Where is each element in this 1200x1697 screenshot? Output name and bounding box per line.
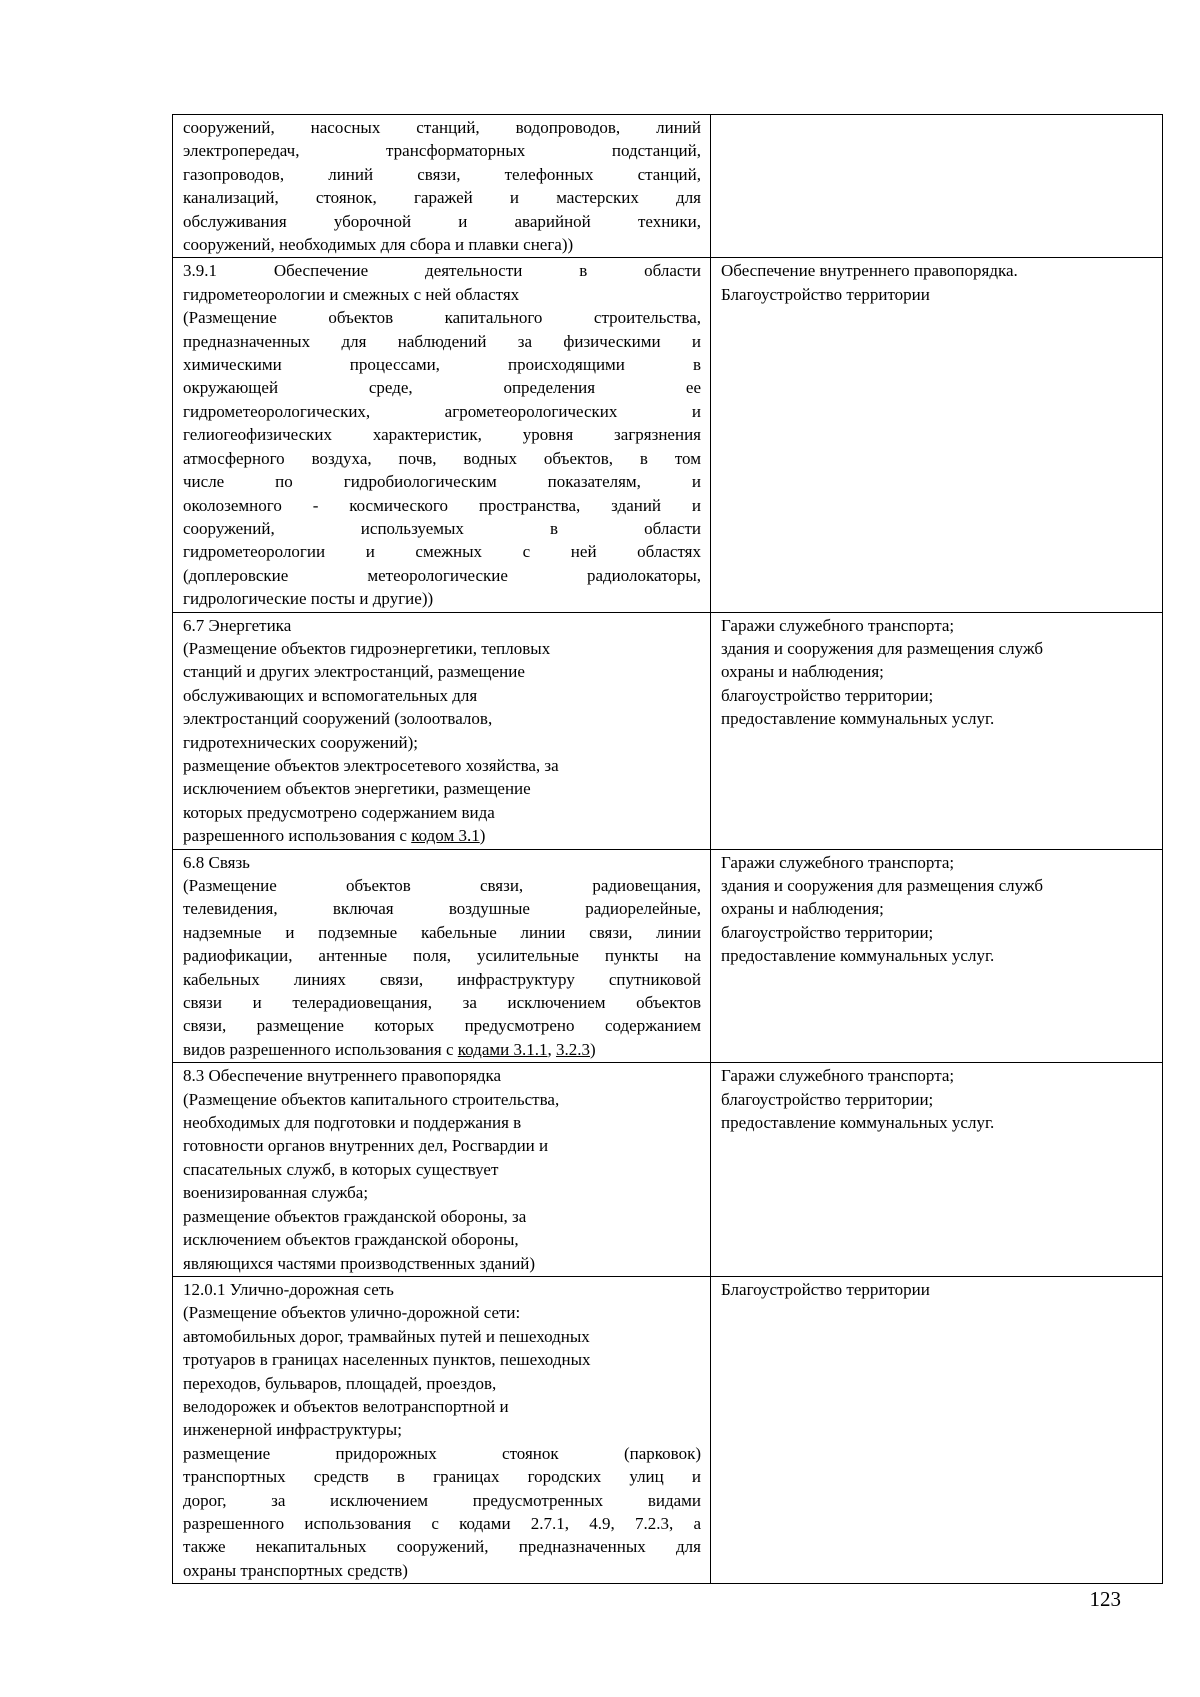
permitted-use-table <box>172 114 1163 1584</box>
cell-text-line: разрешенного использования с кодом 3.1) <box>183 826 486 846</box>
table-row <box>173 612 1163 849</box>
cell-text-line: спасательных служб, в которых существует <box>183 1159 499 1179</box>
cell-text-line: размещение придорожных стоянок (парковок) <box>183 1443 701 1463</box>
cell-text-line: тротуаров в границах населенных пунктов, пешеходных <box>183 1350 591 1370</box>
cell-text-line: размещение объектов гражданской обороны, за <box>183 1206 527 1226</box>
use-type-cell <box>173 1276 711 1583</box>
cell-text-line: благоустройство территории; <box>721 922 934 942</box>
cell-text-line: исключением объектов гражданской обороны, <box>183 1230 519 1250</box>
cell-text-line: размещение объектов электросетевого хозяйства, за <box>183 755 559 775</box>
cell-text-line: (Размещение объектов капитального строительства, <box>183 1089 560 1109</box>
auxiliary-use-cell <box>711 1276 1163 1583</box>
cell-text-line: сооружений, насосных станций, водопроводов, линий <box>183 118 701 137</box>
cell-text-line: видов разрешенного использования с кодами 3.1.1, 3.2.3) <box>183 1039 596 1059</box>
cell-text-line: окружающей среде, определения ее <box>183 378 701 398</box>
auxiliary-use-cell <box>711 849 1163 1063</box>
cell-text-line: также некапитальных сооружений, предназначенных для <box>183 1537 701 1557</box>
table-row <box>173 258 1163 612</box>
cell-text-line: благоустройство территории; <box>721 685 934 705</box>
cell-text-line: охраны транспортных средств) <box>183 1560 408 1580</box>
cell-text-line: исключением объектов энергетики, размещение <box>183 779 531 799</box>
cell-text-line: военизированная служба; <box>183 1183 369 1203</box>
cell-text-line: здания и сооружения для размещения служб <box>721 876 1044 895</box>
cell-text-line: гидрологические посты и другие)) <box>183 589 434 609</box>
cell-text-line: гидротехнических сооружений); <box>183 732 418 752</box>
cell-text-line: Обеспечение внутреннего правопорядка. <box>721 261 1018 281</box>
table-body <box>173 115 1163 1584</box>
cell-text-line: охраны и наблюдения; <box>721 899 884 919</box>
auxiliary-use-cell <box>711 258 1163 612</box>
table-row <box>173 1063 1163 1277</box>
cell-text-line: переходов, бульваров, площадей, проездов, <box>183 1373 497 1393</box>
cell-text-line: связи, размещение которых предусмотрено содержанием <box>183 1016 701 1036</box>
cell-text-line: охраны и наблюдения; <box>721 662 884 682</box>
auxiliary-use-cell <box>711 1063 1163 1277</box>
cell-text-line: Благоустройство территории <box>721 284 930 304</box>
cell-text-line: здания и сооружения для размещения служб <box>721 638 1044 658</box>
cell-text-line: готовности органов внутренних дел, Росгвардии и <box>183 1136 549 1156</box>
cell-text-line: 8.3 Обеспечение внутреннего правопорядка <box>183 1066 502 1086</box>
cell-text-line: велодорожек и объектов велотранспортной и <box>183 1396 509 1416</box>
cell-text-line: околоземного - космического пространства, зданий и <box>183 495 701 515</box>
cell-text-line: обслуживания уборочной и аварийной техники, <box>183 211 701 231</box>
cell-text-line: являющихся частями производственных зданий) <box>183 1253 536 1273</box>
use-type-cell <box>173 1063 711 1277</box>
cell-text-line: химическими процессами, происходящими в <box>183 355 701 375</box>
cell-text-line: надземные и подземные кабельные линии связи, линии <box>183 922 701 942</box>
cell-text-line: (Размещение объектов капитального строительства, <box>183 308 701 328</box>
cell-text-line: электропередач, трансформаторных подстанций, <box>183 141 701 161</box>
cell-text-line: дорог, за исключением предусмотренных видами <box>183 1490 701 1510</box>
table-row <box>173 849 1163 1063</box>
cell-text-line: газопроводов, линий связи, телефонных станций, <box>183 164 701 184</box>
cell-text-line: 6.8 Связь <box>183 852 250 872</box>
use-type-cell <box>173 612 711 849</box>
cell-text-line: Гаражи служебного транспорта; <box>721 852 955 872</box>
cell-text-line: автомобильных дорог, трамвайных путей и пешеходных <box>183 1326 590 1346</box>
cell-text-line: транспортных средств в границах городских улиц и <box>183 1467 701 1487</box>
cell-text-line: электростанций сооружений (золоотвалов, <box>183 709 493 729</box>
cell-text-line: (доплеровские метеорологические радиолокаторы, <box>183 565 701 585</box>
cell-text-line: предоставление коммунальных услуг. <box>721 946 995 966</box>
cell-text-line: гидрометеорологических, агрометеорологических и <box>183 401 701 421</box>
cell-text-line: обслуживающих и вспомогательных для <box>183 685 478 705</box>
cell-text-line: предоставление коммунальных услуг. <box>721 709 995 729</box>
table-row <box>173 1276 1163 1583</box>
cell-text-line: атмосферного воздуха, почв, водных объектов, в том <box>183 448 701 468</box>
auxiliary-use-cell <box>711 612 1163 849</box>
cell-text-line: 6.7 Энергетика <box>183 615 292 635</box>
page-number: 123 <box>1089 1587 1121 1611</box>
cell-text-line: которых предусмотрено содержанием вида <box>183 802 495 822</box>
cell-text-line: благоустройство территории; <box>721 1089 934 1109</box>
cell-text-line: разрешенного использования с кодами 2.7.1, 4.9, 7.2.3, а <box>183 1513 701 1533</box>
cell-text-line: радиофикации, антенные поля, усилительные пункты на <box>183 946 701 966</box>
auxiliary-use-cell <box>711 115 1163 258</box>
cell-text-line: сооружений, используемых в области <box>183 518 701 538</box>
cell-text-line: Гаражи служебного транспорта; <box>721 1066 955 1086</box>
cell-text-line: необходимых для подготовки и поддержания в <box>183 1113 522 1133</box>
cell-text-line: станций и других электростанций, размещение <box>183 662 525 682</box>
cell-text-line: связи и телерадиовещания, за исключением объектов <box>183 993 701 1013</box>
cell-text-line: (Размещение объектов связи, радиовещания, <box>183 876 701 895</box>
cell-text-line: гелиогеофизических характеристик, уровня загрязнения <box>183 425 701 445</box>
cell-text-line: Благоустройство территории <box>721 1279 930 1299</box>
use-type-cell <box>173 258 711 612</box>
cell-text-line: предоставление коммунальных услуг. <box>721 1113 995 1133</box>
cell-text-line: гидрометеорологии и смежных с ней областях <box>183 542 701 562</box>
cell-text-line: инженерной инфраструктуры; <box>183 1420 402 1440</box>
cell-text-line: предназначенных для наблюдений за физическими и <box>183 331 701 351</box>
cell-text-line: числе по гидробиологическим показателям, и <box>183 472 701 492</box>
use-type-cell <box>173 849 711 1063</box>
cell-text-line: 12.0.1 Улично-дорожная сеть <box>183 1279 394 1299</box>
cell-text-line: (Размещение объектов улично-дорожной сети: <box>183 1303 521 1323</box>
table-row <box>173 115 1163 258</box>
cell-text-line: канализаций, стоянок, гаражей и мастерских для <box>183 188 701 208</box>
use-type-cell <box>173 115 711 258</box>
cell-text-line: (Размещение объектов гидроэнергетики, тепловых <box>183 638 551 658</box>
cell-text-line: Гаражи служебного транспорта; <box>721 615 955 635</box>
cell-text-line: сооружений, необходимых для сбора и плавки снега)) <box>183 235 574 255</box>
cell-text-line: кабельных линиях связи, инфраструктуру спутниковой <box>183 969 701 989</box>
cell-text-line: телевидения, включая воздушные радиорелейные, <box>183 899 701 919</box>
cell-text-line: гидрометеорологии и смежных с ней областях <box>183 284 520 304</box>
cell-text-line: 3.9.1 Обеспечение деятельности в области <box>183 261 701 281</box>
